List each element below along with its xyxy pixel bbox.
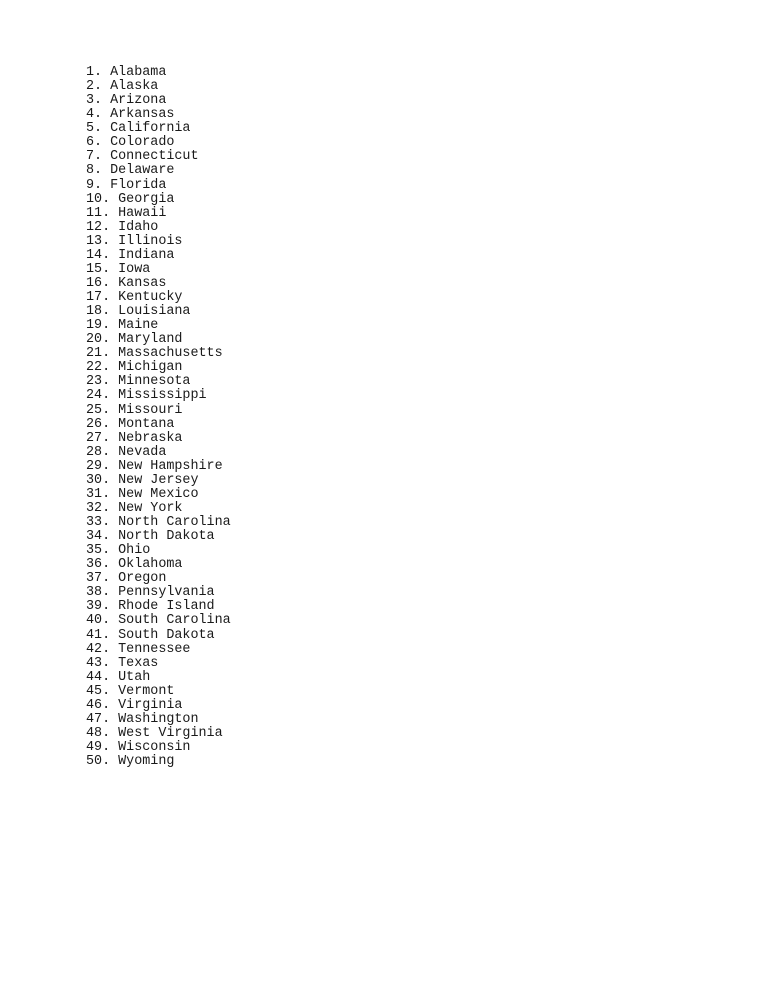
state-list	[86, 66, 231, 769]
list-item: 20. Maryland	[86, 332, 183, 348]
list-item: 41. South Dakota	[86, 627, 215, 643]
list-item: 37. Oregon	[86, 571, 167, 587]
list-item: 34. North Dakota	[86, 529, 215, 545]
list-item: 3. Arizona	[86, 93, 167, 109]
list-item: 1. Alabama	[86, 65, 167, 80]
list-item: 14. Indiana	[86, 247, 175, 263]
list-item: 13. Illinois	[86, 233, 183, 249]
list-item: 28. Nevada	[86, 444, 167, 460]
list-item: 27. Nebraska	[86, 430, 183, 446]
list-item: 7. Connecticut	[86, 149, 199, 165]
list-item: 8. Delaware	[86, 163, 175, 179]
list-item: 38. Pennsylvania	[86, 585, 215, 601]
list-item: 39. Rhode Island	[86, 599, 215, 615]
list-item: 49. Wisconsin	[86, 740, 191, 755]
list-item: 26. Montana	[86, 416, 175, 432]
list-item: 25. Missouri	[86, 402, 183, 418]
list-item: 24. Mississippi	[86, 388, 207, 404]
list-item: 48. West Virginia	[86, 725, 223, 741]
list-item: 47. Washington	[86, 711, 199, 727]
list-item: 4. Arkansas	[86, 107, 175, 123]
list-item: 32. New York	[86, 500, 183, 516]
list-item: 36. Oklahoma	[86, 557, 183, 573]
list-item: 29. New Hampshire	[86, 458, 223, 474]
list-item: 35. Ohio	[86, 543, 151, 559]
list-item: 19. Maine	[86, 318, 159, 334]
list-item: 6. Colorado	[86, 135, 175, 151]
list-item: 12. Idaho	[86, 219, 159, 235]
list-item: 46. Virginia	[86, 697, 183, 713]
list-item: 15. Iowa	[86, 261, 151, 277]
list-item: 2. Alaska	[86, 79, 159, 95]
list-item: 9. Florida	[86, 177, 167, 193]
list-item: 10. Georgia	[86, 191, 175, 207]
list-item: 44. Utah	[86, 669, 151, 685]
list-item: 21. Massachusetts	[86, 346, 223, 362]
list-item: 42. Tennessee	[86, 641, 191, 657]
list-item: 40. South Carolina	[86, 613, 231, 629]
list-item: 22. Michigan	[86, 360, 183, 376]
list-item: 30. New Jersey	[86, 472, 199, 488]
list-item: 43. Texas	[86, 655, 159, 671]
list-item: 18. Louisiana	[86, 304, 191, 320]
list-item: 11. Hawaii	[86, 205, 167, 221]
list-item: 17. Kentucky	[86, 290, 183, 305]
list-item: 33. North Carolina	[86, 515, 231, 530]
list-item: 23. Minnesota	[86, 374, 191, 390]
list-item: 31. New Mexico	[86, 486, 199, 502]
list-item: 45. Vermont	[86, 683, 175, 699]
list-item: 16. Kansas	[86, 275, 167, 291]
list-item: 5. California	[86, 121, 191, 137]
list-item: 50. Wyoming	[86, 754, 175, 770]
